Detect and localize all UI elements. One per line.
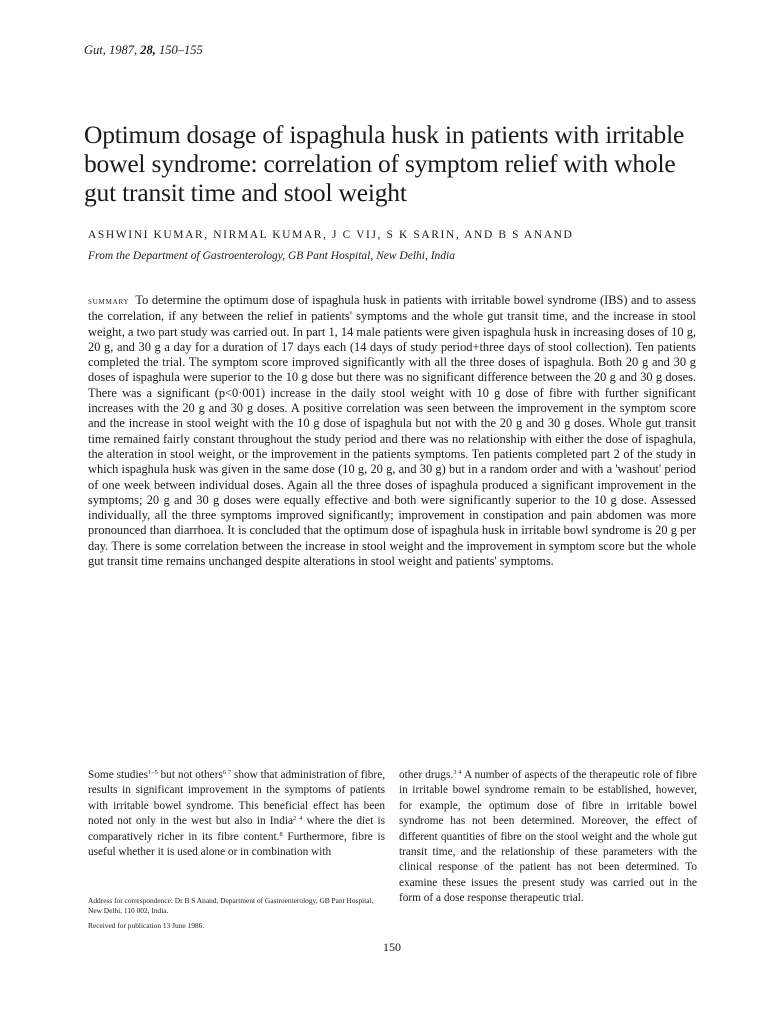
reference-superscript: 3 4	[453, 769, 462, 776]
journal-name: Gut,	[84, 43, 106, 57]
body-left-text-3: show that administration of fibre, results in significant improvement in the symptoms of patients with irritable bowel syndrome. This beneficial effect has been noted not only in the west but also in India	[88, 769, 386, 828]
author-list: ASHWINI KUMAR, NIRMAL KUMAR, J C VIJ, S K SARIN, AND B S ANAND	[88, 229, 574, 241]
reference-superscript: 6 7	[222, 769, 232, 776]
reference-superscript: 8	[279, 830, 283, 838]
article-title: Optimum dosage of ispaghula husk in patients with irritable bowel syndrome: correlation of symptom relief with whole gut transit time and stool weight	[84, 120, 685, 207]
correspondence-footnote: Address for correspondence: Dr B S Anand, Department of Gastroenterology, GB Pant Hospital, New Delhi, 110 002, India.	[88, 896, 374, 915]
journal-volume: 28,	[140, 43, 156, 57]
journal-citation	[84, 43, 203, 58]
body-left-text-2: but not others	[157, 769, 223, 781]
author-affiliation: From the Department of Gastroenterology, GB Pant Hospital, New Delhi, India	[88, 250, 456, 262]
body-column-left	[88, 768, 385, 860]
reference-superscript: 1–5	[148, 769, 158, 776]
journal-pages: 150–155	[155, 43, 203, 57]
journal-year: 1987,	[105, 43, 141, 57]
body-left-text-5: Furthermore, fibre is useful whether it is used alone or in combination with	[88, 830, 386, 859]
summary-label: summary	[88, 296, 130, 307]
reference-superscript: 2 4	[293, 815, 303, 823]
summary-text: To determine the optimum dose of ispaghula husk in patients with irritable bowel syndrome (IBS) and to assess the correlation, if any between the relief in patients' symptoms and the whole gut transit time, and the increase in stool weight, a two part study was carried out. In part 1, 14 male patients were given ispaghula husk in increasing doses of 10 g, 20 g, and 30 g a day for a duration of 17 days each (14 days of study period+three days of stool collection). Ten patients completed the trial. The symptom score improved significantly with all the three doses of ispaghula. Both 20 g and 30 g doses of ispaghula were superior to the 10 g dose but there was no significant difference between the 20 g and 30 g doses. There was a significant (p<0·001) increase in the daily stool weight with 10 g dose of fibre with further significant increases with the 20 g and 30 g doses. A positive correlation was seen between the improvement in the symptom score and the increase in stool weight with the 10 g dose of ispaghula but not with the 20 g and 30 g doses. Whole gut transit time remained fairly constant throughout the study period and there was no relationship with either the dose of ispaghula, the alteration in stool weight, or the improvement in the patients symptoms. Ten patients completed part 2 of the study in which ispaghula husk was given in the same dose (10 g, 20 g, and 30 g) but in a random order and with a 'washout' period of one week between individual doses. Again all the three doses of ispaghula produced a significant improvement in the symptoms; 20 g and 30 g doses were equally effective and both were significantly superior to the 10 g dose. Assessed individually, all the three symptoms improved significantly; improvement in constipation and pain abdomen was more pronounced than diarrhoea. It is concluded that the optimum dose of ispaghula husk in irritable bowl syndrome is 20 g per day. There is some correlation between the increase in stool weight and the improvement in symptom score but the whole gut transit time remains unchanged despite alterations in stool weight and patients' symptoms.	[88, 293, 696, 569]
page-number: 150	[383, 940, 401, 954]
body-left-text-4: where the diet is comparatively richer in its fibre content.	[88, 815, 386, 843]
body-right-text-2: A number of aspects of the therapeutic role of fibre in irritable bowel syndrome remain to be established, however, for example, the optimum dose of fibre in irritable bowel syndrome has not been determined. Moreover, the effect of different quantities of fibre on the stool weight and the whole gut transit time, and the relationship of these parameters with the clinical response of the patient has not been determined. To examine these issues the present study was carried out in the form of a dose response therapeutic trial.	[399, 769, 698, 905]
body-right-text-1: other drugs.	[399, 769, 454, 781]
body-column-right	[399, 768, 697, 907]
received-footnote: Received for publication 13 June 1986.	[88, 921, 205, 930]
body-left-text-1: Some studies	[88, 769, 148, 781]
summary-paragraph	[88, 293, 696, 569]
